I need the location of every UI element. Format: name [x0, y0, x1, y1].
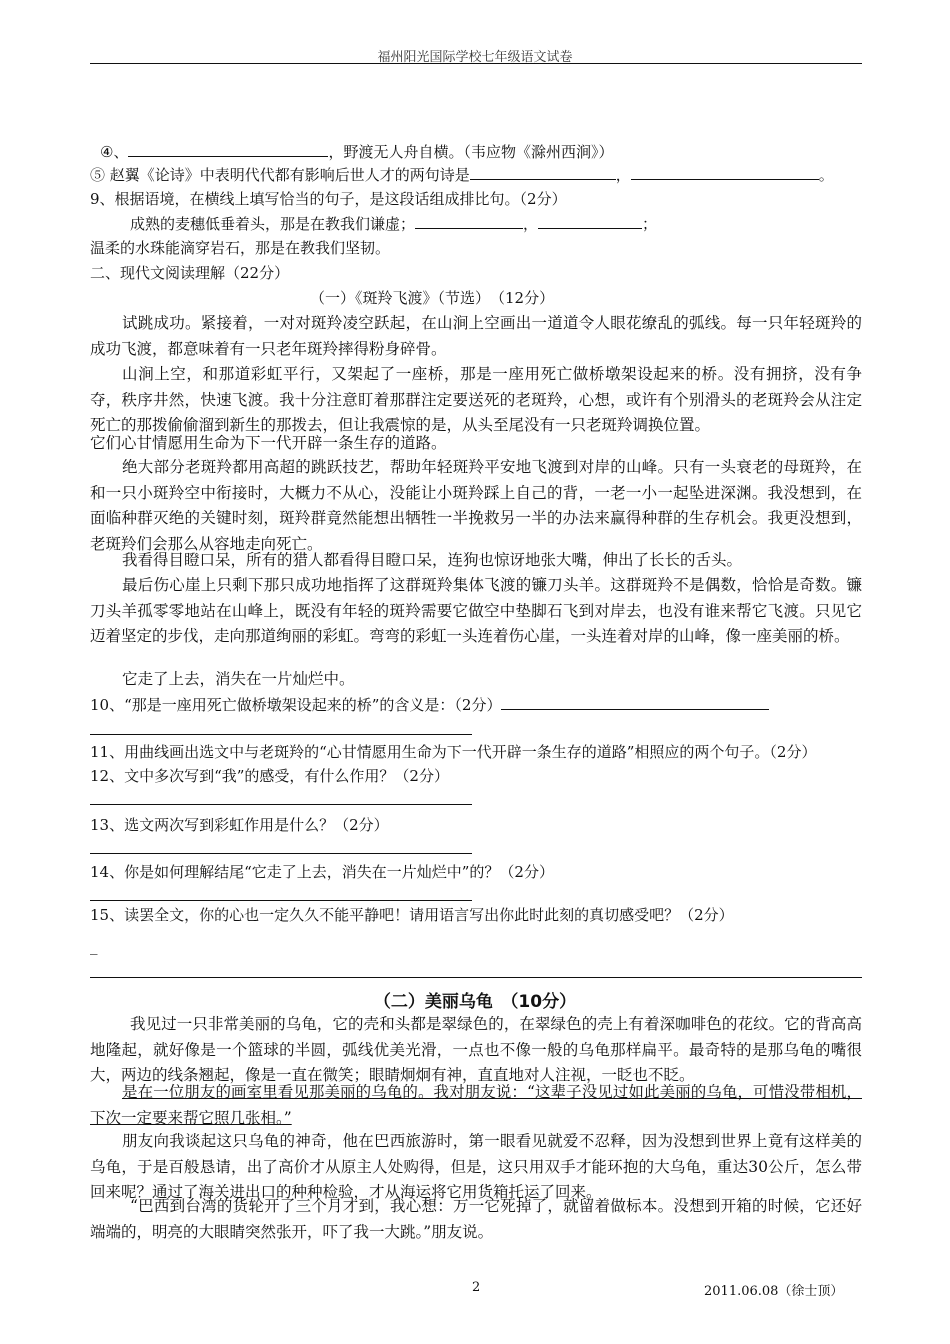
punctuation: ， [615, 166, 631, 184]
answer-blank[interactable] [470, 165, 616, 180]
q15-mark: _ [90, 937, 98, 955]
passage1-paragraph: 我看得目瞪口呆，所有的猎人都看得目瞪口呆，连狗也惊讶地张大嘴，伸出了长长的舌头。 [122, 551, 743, 569]
q8-item4 [100, 141, 613, 163]
answer-line[interactable] [90, 900, 472, 901]
q11: 11、用曲线画出选文中与老斑羚的“心甘情愿用生命为下一代开辟一条生存的道路”相照应的两个句子。（2分） [90, 743, 817, 761]
q9-sentence-1 [130, 213, 657, 235]
header-divider [90, 63, 862, 64]
passage1-paragraph: 试跳成功。紧接着，一对对斑羚凌空跃起，在山涧上空画出一道道令人眼花缭乱的弧线。每一只年轻斑羚的成功飞渡，都意味着有一只老年斑羚摔得粉身碎骨。 [90, 314, 862, 358]
q14: 14、你是如何理解结尾“它走了上去，消失在一片灿烂中”的？（2分） [90, 863, 554, 881]
answer-line[interactable] [90, 977, 862, 978]
q8-item5-text: ⑤ 赵翼《论诗》中表明代代都有影响后世人才的两句诗是 [90, 166, 470, 184]
answer-blank[interactable] [415, 214, 523, 229]
answer-line[interactable] [90, 804, 472, 805]
passage1-heading: （一）《斑羚飞渡》（节选） （12分） [310, 289, 555, 307]
q9-sentence-1-text: 成熟的麦穗低垂着头，那是在教我们谦虚； [130, 215, 416, 233]
answer-blank[interactable] [538, 214, 642, 229]
page-header: 福州阳光国际学校七年级语文试卷 [377, 50, 573, 65]
passage1-paragraph: 绝大部分老斑羚都用高超的跳跃技艺，帮助年轻斑羚平安地飞渡到对岸的山峰。只有一头衰老的母斑羚，在和一只小斑羚空中衔接时，大概力不从心，没能让小斑羚踩上自己的背，一老一小一起坠进深渊。我没想到，在面临种群灭绝的关键时刻，斑羚群竟然能想出牺牲一半挽救另一半的办法来赢得种群的生存机会。我更没想到，老斑羚们会那么从容地走向死亡。 [90, 458, 862, 553]
punctuation: ； [642, 215, 658, 233]
punctuation: ， [523, 215, 539, 233]
passage2-paragraph: 我见过一只非常美丽的乌龟，它的壳和头都是翠绿色的，在翠绿色的壳上有着深咖啡色的花纹。它的背高高地隆起，就好像是一个篮球的半圆，弧线优美光滑，一点也不像一般的乌龟那样扁平。最奇特的是那乌龟的嘴很大，两边的线条翘起，像是一直在微笑；眼睛炯炯有神，直直地对人注视，一眨也不眨。 [90, 1015, 862, 1084]
q12: 12、文中多次写到“我”的感受，有什么作用？（2分） [90, 767, 449, 785]
passage1-paragraph: 它们心甘情愿用生命为下一代开辟一条生存的道路。 [90, 434, 447, 452]
answer-line[interactable] [90, 853, 472, 854]
q15: 15、读罢全文，你的心也一定久久不能平静吧！请用语言写出你此时此刻的真切感受吧？（2分） [90, 906, 734, 924]
answer-line[interactable] [90, 734, 472, 735]
passage2-paragraph: 朋友向我谈起这只乌龟的神奇，他在巴西旅游时，第一眼看见就爱不忍释，因为没想到世界上竟有这样美的乌龟，于是百般恳请，出了高价才从原主人处购得，但是，这只用双手才能环抱的大乌龟，重达30公斤，怎么带回来呢？通过了海关进出口的种种检验，才从海运将它用货箱托运了回来。 [90, 1132, 862, 1201]
q13: 13、选文两次写到彩虹作用是什么？（2分） [90, 816, 389, 834]
passage2-heading: （二）美丽乌龟 （10分） [373, 992, 577, 1012]
q9-sentence-2: 温柔的水珠能滴穿岩石，那是在教我们坚韧。 [90, 239, 391, 257]
page-number: 2 [472, 1280, 481, 1295]
passage1-paragraph: 最后伤心崖上只剩下那只成功地指挥了这群斑羚集体飞渡的镰刀头羊。这群斑羚不是偶数，恰恰是奇数。镰刀头羊孤零零地站在山峰上，既没有年轻的斑羚需要它做空中垫脚石飞到对岸去，也没有谁来帮它飞渡。只见它迈着坚定的步伐，走向那道绚丽的彩虹。弯弯的彩虹一头连着伤心崖，一头连着对岸的山峰，像一座美丽的桥。 [90, 576, 862, 645]
footer-date: 2011.06.08（徐士顶） [704, 1284, 844, 1299]
passage2-paragraph: “巴西到台湾的货轮开了三个月才到，我心想：万一它死掉了，就留着做标本。没想到开箱的时候，它还好端端的，明亮的大眼睛突然张开，吓了我一大跳。”朋友说。 [90, 1197, 862, 1241]
passage1-paragraph: 山涧上空，和那道彩虹平行，又架起了一座桥，那是一座用死亡做桥墩架设起来的桥。没有拥挤，没有争夺，秩序井然，快速飞渡。我十分注意盯着那群注定要送死的老斑羚，心想，或许有个别滑头的老斑羚会从注定死亡的那拨偷偷溜到新生的那拨去，但让我震惊的是，从头至尾没有一只老斑羚调换位置。 [90, 365, 862, 434]
passage1-paragraph: 它走了上去，消失在一片灿烂中。 [122, 670, 355, 688]
q9-prompt: 9、根据语境，在横线上填写恰当的句子，是这段话组成排比句。（2分） [90, 190, 567, 208]
section-title: 二、现代文阅读理解（22分） [90, 264, 290, 282]
q8-item4-text: ，野渡无人舟自横。（韦应物《滁州西涧》） [328, 143, 614, 161]
answer-blank[interactable] [128, 142, 328, 157]
q10-text: 10、“那是一座用死亡做桥墩架设起来的桥”的含义是：（2分） [90, 696, 502, 714]
passage2-underlined-paragraph: 是在一位朋友的画室里看见那美丽的乌龟的。我对朋友说：“这辈子没见过如此美丽的乌龟，可惜没带相机，下次一定要来帮它照几张相。” [90, 1083, 862, 1127]
q10 [90, 694, 769, 716]
q8-item5 [90, 164, 834, 186]
answer-blank[interactable] [631, 165, 819, 180]
punctuation: 。 [818, 166, 834, 184]
answer-blank[interactable] [501, 695, 769, 710]
q8-item4-number: ④、 [100, 143, 129, 161]
